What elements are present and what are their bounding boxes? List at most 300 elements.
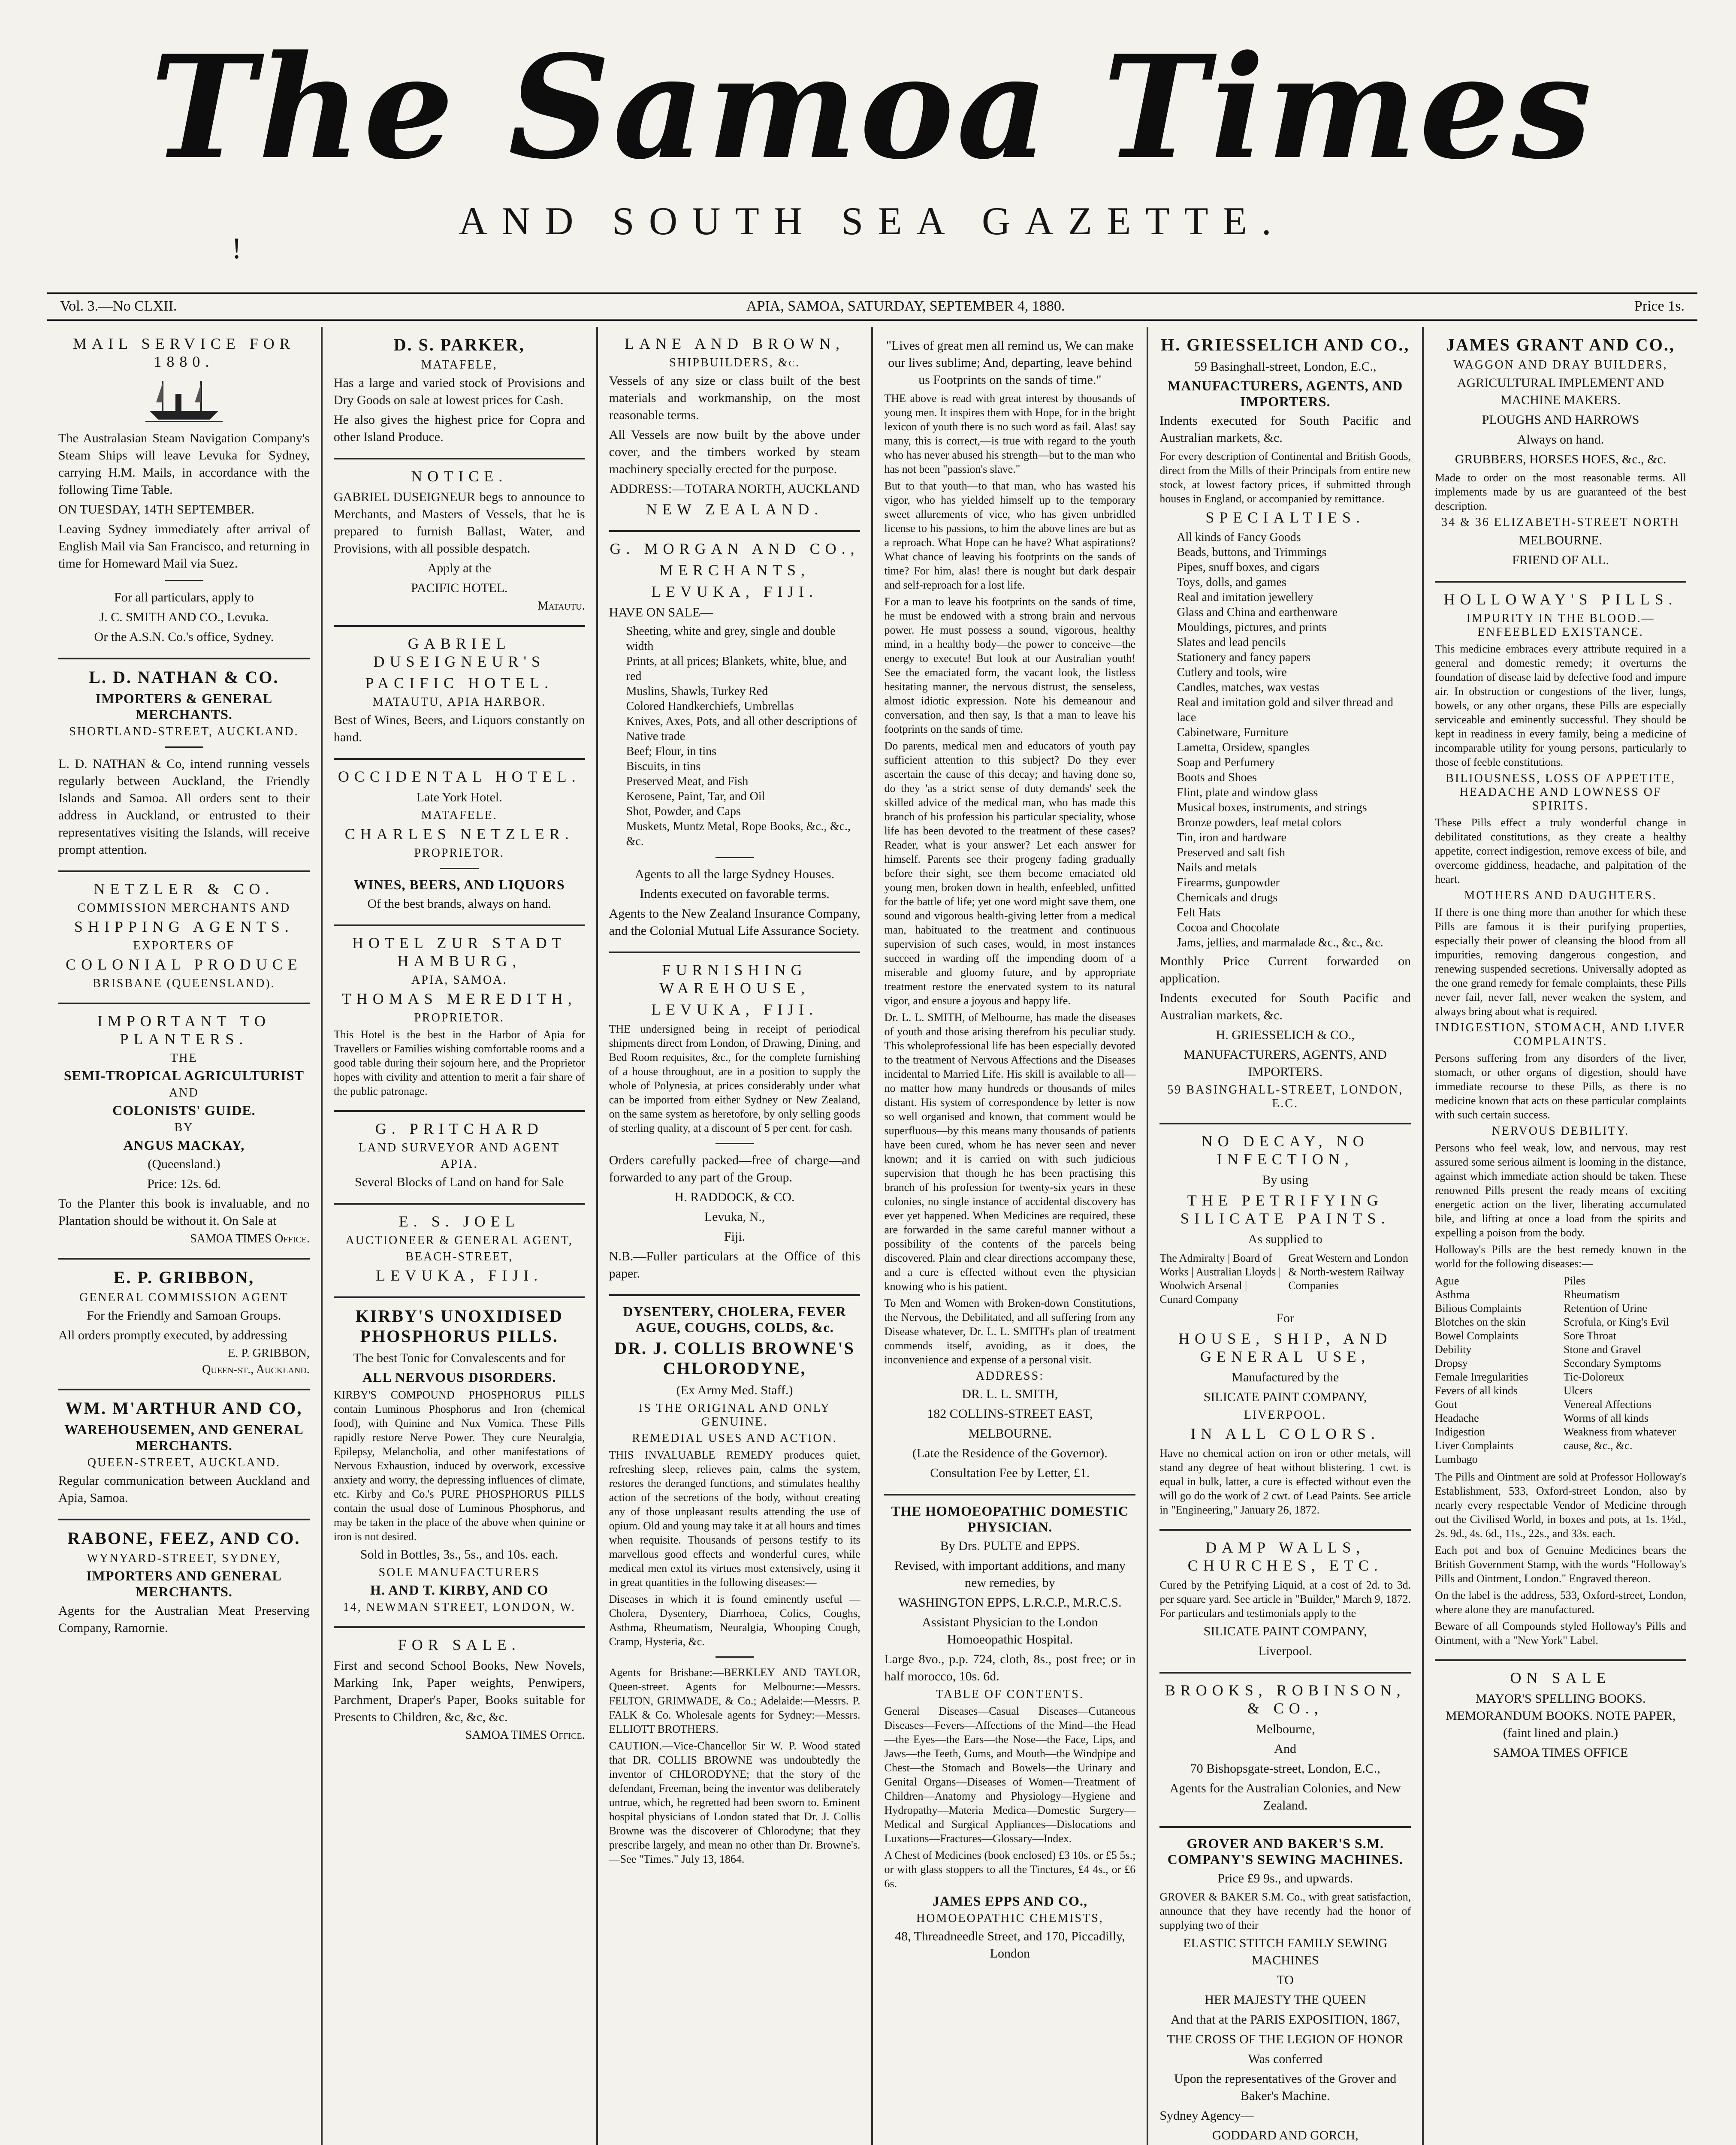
address: 59 Basinghall-street, London, E.C., [1194,360,1377,374]
list-item: Colored Handkerchiefs, Umbrellas [626,700,794,713]
list-item: Secondary Symptoms [1564,1357,1661,1369]
ad-text: Leaving Sydney immediately after arrival of English Mail via San Francisco, and returning in time for Homeward Mail via Suez. [58,522,310,571]
ad-subheading: IMPORTERS AND GENERAL MERCHANTS. [86,1568,282,1599]
ad-text: GRUBBERS, HORSES HOES, &c., &c. [1455,452,1667,466]
list-item: Preserved Meat, and Fish [626,775,749,788]
place: Fiji. [724,1230,746,1244]
ad-heading: HOTEL ZUR STADT HAMBURG, [352,934,567,970]
address: BEACH-STREET, [405,1250,513,1263]
place: APIA. [441,1157,478,1171]
ad-heading: FURNISHING WAREHOUSE, [659,961,810,997]
on-sale-ad [1435,1669,1686,1761]
divider [716,1143,754,1144]
ad-text: Assistant Physician to the London Homoeopathic Hospital. [922,1615,1098,1647]
ad-text: THIS INVALUABLE REMEDY produces quiet, refreshing sleep, relieves pain, calms the system, restores the deranged functions, and stimulates healthy action of the secretions of the body, without creating any of those unpleasant results attending the use of opium. Old and young may take it at all hours and times when requisite. Thousands of persons testify to its marvellous good effects and wonderful cures, while medical men extol its virtues most extensively, using it in great quantities in the following diseases:— [609,1449,860,1589]
list-item: Stone and Gravel [1564,1343,1641,1356]
chlorodyne-ad [609,1304,860,1866]
list-item: Weakness from whatever cause, &c., &c. [1564,1426,1676,1452]
address-label: ADDRESS: [975,1369,1045,1383]
ad-text: Several Blocks of Land on hand for Sale [355,1175,564,1189]
ad-heading: LANE AND BROWN, [625,335,845,352]
address: BRISBANE (QUEENSLAND). [93,977,275,990]
divider [334,1203,585,1205]
parker-ad [334,335,585,446]
paragraph: For a man to leave his footprints on the sands of time, he must be endowed with a strong brain and nervous power. He must possess a sound, vigorous, healthy mind, in a healthy body—the power to conceive—the energy to execute! But look at our Australian youth! See the emaciated form, the vacant look, the listless hesitating manner, the nervous distrust, the senseless, almost idiotic expression. Note his demeanour and conversation, and then say, Is that a man to leave his footprints on the sands of time. [884,595,1136,735]
ad-heading: OCCIDENTAL HOTEL. [338,768,581,785]
ad-heading: DAMP WALLS, CHURCHES, ETC. [1187,1539,1383,1574]
ad-text: L. D. NATHAN & Co, intend running vessels regularly between Auckland, the Friendly Islands and Samoa. All orders sent to their address in Auckland, or entrusted to their representatives visiting the Islands, will receive prompt attention. [58,757,310,857]
address: MELBOURNE. [968,1426,1052,1441]
list-item: Soap and Perfumery [1177,756,1275,769]
ad-heading: GABRIEL DUSEIGNEUR'S [373,635,545,670]
ad-subheading: REMEDIAL USES AND ACTION. [632,1432,837,1445]
paragraph: To Men and Women with Broken-down Constitutions, the Nervous, the Debilitated, and all suffering from any Disease whatever, Dr. L. L. SMITH's plan of treatment commends itself, avoiding, as it does, the inconvenience and expense of a personal visit. [884,1297,1136,1366]
ad-text: HAVE ON SALE— [609,605,713,619]
place: Levuka, N., [704,1210,765,1224]
ad-text: GABRIEL DUSEIGNEUR begs to announce to Merchants, and Masters of Vessels, that he is prepared to furnish Ballast, Water, and Provisions, with all possible despatch. [333,490,585,556]
furnishing-ad [609,961,860,1282]
column-1 [47,327,323,2145]
ad-text: For every description of Continental and British Goods, direct from the Mills of their Principals from entire new stock, at lowest factory prices, if submitted through houses in England, or accompanied by remittance. [1159,450,1411,505]
ad-subheading: COLONIAL PRODUCE [66,956,302,973]
ad-subheading: MERCHANTS, [659,562,810,579]
list-item: Fevers of all kinds [1435,1384,1518,1397]
ad-text: For the Friendly and Samoan Groups. [87,1308,281,1323]
silicate-paint-ad [1159,1132,1411,1517]
book-price: Price: 12s. 6d. [147,1177,221,1191]
list-item: Candles, matches, wax vestas [1177,681,1319,694]
list-item: Slates and lead pencils [1177,636,1286,649]
ad-heading: DYSENTERY, CHOLERA, FEVER AGUE, COUGHS, COLDS, &c. [623,1304,846,1335]
list-item: Sheeting, white and grey, single and double width [626,625,836,653]
list-item: Indigestion [1435,1426,1485,1438]
price: Price 1s. [1634,298,1685,314]
list-item: Tic-Doloreux [1564,1371,1624,1383]
ad-subheading: GENERAL COMMISSION AGENT [79,1291,289,1304]
company-name: SILICATE PAINT COMPANY, [1203,1390,1367,1404]
address: 48, Threadneedle Street, and 170, Piccadilly, London [895,1929,1125,1961]
doctor-name: DR. L. L. SMITH, [962,1387,1058,1401]
ad-heading: GROVER AND BAKER'S S.M. COMPANY'S SEWING MACHINES. [1167,1836,1403,1867]
ad-text: Have no chemical action on iron or other metals, will stand any degree of heat without blistering. 1 cwt. is equal in bulk, latter, a cure is effected without even the will go do the work of 2 cwt. of Lead Paints. See article in "Engineering," January 26, 1872. [1159,1447,1411,1516]
divider [334,625,585,627]
list-item: Gout [1435,1398,1458,1411]
goods-list [609,624,860,849]
address: 59 BASINGHALL-STREET, LONDON, E.C. [1167,1083,1404,1110]
damp-walls-ad [1159,1538,1411,1660]
ad-heading: NO DECAY, NO INFECTION, [1201,1133,1369,1168]
proprietor-role: PROPRIETOR. [414,1011,505,1024]
list-item: Mouldings, pictures, and prints [1177,621,1327,634]
disease-list-left [1435,1274,1558,1466]
column-2 [323,327,598,2145]
list-item: Jams, jellies, and marmalade &c., &c., &c. [1177,936,1383,949]
list-item: Boots and Shoes [1177,771,1257,784]
proprietor-name: CHARLES NETZLER. [344,825,574,843]
divider [58,658,310,659]
supplied-to-left: The Admiralty | Board of Works | Australian Lloyds | Woolwich Arsenal | Cunard Company [1159,1252,1281,1305]
specialties-list [1159,530,1411,950]
ad-text: Indents executed for South Pacific and Australian markets, &c. [1159,414,1411,445]
ad-text: PLOUGHS AND HARROWS [1482,413,1639,427]
ad-subheading: THE PETRIFYING SILICATE PAINTS. [1180,1192,1390,1227]
masthead [47,17,1697,265]
volume-number: Vol. 3.—No CLXII. [60,298,177,314]
ad-text: Was conferred [1248,2052,1322,2066]
list-item: Sore Throat [1564,1329,1617,1342]
ad-text: N.B.—Fuller particulars at the Office of this paper. [609,1249,860,1281]
ad-text: Persons suffering from any disorders of the liver, stomach, or other organs of digestion, should have immediate recourse to these Pills, as there is no medicine known that acts on these particular complaints with such certain success. [1435,1052,1686,1121]
ad-text: KIRBY'S COMPOUND PHOSPHORUS PILLS contain Luminous Phosphorus and Iron (chemical food), with Quinine and Nux Vomica. These Pills rapidly restore Nerve Power. They cure Neuralgia, Epilepsy, Melancholia, and other manifestations of Nervous Exhaustion, induced by overwork, excessive anxiety and worry, the depressing influences of climate, etc. Kirby and Co.'s PURE PHOSPHORUS PILLS contain the usual dose of Luminous Phosphorus, and may be taken in the place of the above when quinine or iron is not desired. [333,1389,585,1543]
list-item: Beads, buttons, and Trimmings [1177,546,1327,559]
ad-subheading: IN ALL COLORS. [1190,1425,1380,1442]
ad-subheading: SHIPPING AGENTS. [74,918,294,935]
morgan-ad [609,540,860,940]
ad-subheading: TABLE OF CONTENTS. [936,1688,1084,1701]
ad-text: All Vessels are now built by the above under cover, and the timbers worked by steam machinery specially erected for the purpose. [609,428,860,476]
address: 14, NEWMAN STREET, LONDON, W. [343,1601,576,1614]
hotel-name: PACIFIC HOTEL. [365,674,554,692]
ad-text: The Australasian Steam Navigation Company's Steam Ships will leave Levuka for Sydney, carrying H.M. Mails, in accordance with the following Time Table. [58,431,310,497]
list-item: Cutlery and tools, wire [1177,666,1287,679]
divider [716,857,754,858]
list-item: Rheumatism [1564,1288,1620,1301]
place: LIVERPOOL. [1244,1408,1327,1422]
ad-text: BY [174,1121,194,1134]
ad-text: Cured by the Petrifying Liquid, at a cost of 2d. to 3d. per square yard. See article in "Builder," March 9, 1872. For particulars and testimonials apply to the [1159,1579,1411,1619]
ad-heading: WM. M'ARTHUR AND CO, [65,1399,303,1418]
address: QUEEN-STREET, AUCKLAND. [87,1456,281,1469]
ad-text: To the Planter this book is invaluable, and no Plantation should be without it. On Sale at [58,1196,310,1228]
address: 182 COLLINS-STREET EAST, [927,1407,1093,1421]
ad-heading: MAIL SERVICE FOR 1880. [73,335,295,370]
ad-heading: FOR SALE. [398,1636,521,1653]
list-item: All kinds of Fancy Goods [1177,531,1301,544]
place: Liverpool. [1258,1644,1313,1658]
lane-brown-ad [609,335,860,518]
divider [1159,1672,1411,1674]
ad-text: Holloway's Pills are the best remedy known in the world for the following diseases:— [1435,1243,1686,1270]
notice-ad [334,467,585,613]
ad-subheading: WAGGON AND DRAY BUILDERS, [1453,358,1668,372]
list-item: Tin, iron and hardware [1177,831,1286,844]
list-item: Felt Hats [1177,906,1221,919]
ad-text: Indents executed for South Pacific and Australian markets, &c. [1159,991,1411,1022]
divider [1435,581,1686,583]
list-item: Blotches on the skin [1435,1316,1526,1328]
ad-text: Agents to the New Zealand Insurance Company, and the Colonial Mutual Life Assurance Society. [609,906,860,938]
divider [440,868,479,869]
for-sale-ad [334,1636,585,1742]
book-title: SEMI-TROPICAL AGRICULTURIST [63,1068,304,1083]
ad-subheading: THE CROSS OF THE LEGION OF HONOR [1167,2032,1404,2046]
ad-text: Diseases in which it is found eminently useful — Cholera, Dysentery, Diarrhoea, Colics, Coughs, Asthma, Rheumatism, Neuralgia, Whooping Cough, Cramp, Hysteria, &c. [609,1593,860,1648]
ad-text: Regular communication between Auckland and Apia, Samoa. [58,1474,310,1505]
place: MATAFELE. [421,809,498,822]
column-5 [1148,327,1424,2145]
ad-text: If there is one thing more than another for which these Pills are famous it is their purifying properties, especially their power of cleansing the blood from all impurities, removing dangerous congestion, and renewing suspended secretions. Universally adopted as the one grand remedy for female complaints, these Pills never fail, never fall, never weaken the system, and always bring about what is required. [1435,906,1686,1018]
ad-text: This medicine embraces every attribute required in a general and domestic remedy; it overturns the foundation of disease laid by defective food and impure air. In obstruction or congestions of the liver, lungs, bowels, or any other organs, these Pills are especially serviceable and eminently successful. They should be kept in readiness in every family, being a medicine of incomparable utility for young persons, particularly to those of feeble constitutions. [1435,643,1686,768]
ad-heading: D. S. PARKER, [393,335,525,354]
place: APIA, SAMOA. [411,973,507,987]
grover-baker-ad [1159,1836,1411,2145]
address: 34 & 36 ELIZABETH-STREET NORTH [1441,516,1680,529]
company-name: JAMES EPPS AND CO., [932,1893,1088,1909]
list-item: Shot, Powder, and Caps [626,805,741,818]
list-item: Debility [1435,1343,1472,1356]
ad-subheading: WAREHOUSEMEN, AND GENERAL MERCHANTS. [64,1422,304,1453]
mail-service-ad [58,335,310,646]
ad-text: By Drs. PULTE and EPPS. [940,1539,1080,1553]
ad-subheading: MANUFACTURERS, AGENTS, AND IMPORTERS. [1168,378,1403,409]
ad-subheading: INDIGESTION, STOMACH, AND LIVER COMPLAINTS. [1435,1021,1686,1048]
ad-subheading: SPECIALTIES. [1205,509,1365,526]
paragraph: Do parents, medical men and educators of youth pay sufficient attention to this subject? Do they ever ascertain the cause of this decay; and having done so, do they 'as a strict sense of duty demands' seek the skilled advice of the medical man, who has made this branch of his profession his particular speciality, whose life has been devoted to the treatment of these cases? Reader, what is your answer? Let each answer for himself. Parents see their progeny fading gradually before their sight, see them become emaciated old young men, broken down in health, enfeebled, unfitted for the battle of life; yet one word might save them, one sound and vigorous health-giving letter from a medical man, habituated to the treatment and continuous supervision of such cases, would, in most instances succeed in warding off the impending doom of a miserable and gloomy future, and by appropriate treatment restore the enervated system to its natural vigor, and ensure a joyous and happy life. [884,740,1136,1007]
list-item: Bronze powders, leaf metal colors [1177,816,1341,829]
ad-subheading: HER MAJESTY THE QUEEN [1205,1993,1366,2007]
ad-heading: L. D. NATHAN & CO. [89,668,279,687]
divider [1159,1123,1411,1124]
ad-text: A Chest of Medicines (book enclosed) £3 10s. or £5 5s.; or with glass stoppers to all the Tinctures, £4 4s., or £6 6s. [884,1849,1136,1890]
place: MATAFELE, [421,358,498,372]
divider [334,1296,585,1298]
address: WYNYARD-STREET, SYDNEY, [87,1552,281,1565]
address: SHORTLAND-STREET, AUCKLAND. [69,725,299,738]
ad-subheading: ALL NERVOUS DISORDERS. [362,1369,556,1385]
ad-text: FRIEND OF ALL. [1512,553,1609,567]
ad-text: Agents for the Australian Colonies, and New Zealand. [1169,1781,1401,1813]
ad-text: And that at the PARIS EXPOSITION, 1867, [1171,2012,1400,2027]
proprietor-name: THOMAS MEREDITH, [341,990,577,1007]
place: Matautu. [537,599,585,613]
ad-text: Monthly Price Current forwarded on application. [1159,954,1411,985]
divider [58,1258,310,1260]
dateline [47,292,1697,321]
divider [609,530,860,532]
office-name: SAMOA TIMES OFFICE [1493,1746,1628,1760]
ad-subheading: ELASTIC STITCH FAMILY SEWING MACHINES [1183,1936,1388,1967]
griesselich-ad [1159,335,1411,1111]
ad-text: Revised, with important additions, and many new remedies, by [894,1559,1126,1590]
column-4 [873,327,1148,2145]
list-item: Ague [1435,1275,1459,1287]
ad-subheading: SHIPBUILDERS, &c. [669,356,800,369]
list-item: Knives, Axes, Pots, and all other descriptions of Native trade [626,715,857,743]
ad-text: Upon the representatives of the Grover and Baker's Machine. [1174,2072,1397,2103]
divider [1159,1529,1411,1531]
paragraph: Dr. L. L. SMITH, of Melbourne, has made the diseases of youth and those arising therefrom his peculiar study. This wholeprofessional life has been especially devoted to the treatment of Nervous Affections and the Diseases incidental to Married Life. His skill is available to all—no matter how many hundreds or thousands of miles distant. His system of correspondence by letter is now so well organised and known, that comment would be superfluous—by this means many thousands of patients have been cured, whom he has never seen and never known; and it is carried on with such judicious supervision that though he has been practising this branch of his profession for twenty-six years in these colonies, no single instance of accidental discovery has ever yet happened. When Medicines are required, these are forwarded in the same careful manner without a possibility of the contents of the parcels being discovered. Plain and clear directions accompany these, and a cure is effected without even the physician knowing who is his patient. [884,1011,1136,1293]
agent-name: GODDARD AND GORCH, [1212,2128,1359,2142]
divider [1435,1659,1686,1661]
ad-text: (Ex Army Med. Staff.) [676,1383,793,1397]
ad-text: Of the best brands, always on hand. [367,897,551,911]
ad-subheading: IS THE ORIGINAL AND ONLY GENUINE. [638,1402,831,1429]
ad-text: As supplied to [1248,1232,1322,1246]
ad-heading: THE HOMOEOPATHIC DOMESTIC PHYSICIAN. [891,1503,1129,1535]
address: MATAUTU, APIA HARBOR. [372,695,546,709]
list-item: Dropsy [1435,1357,1468,1369]
ad-subheading: EXPORTERS OF [133,939,235,952]
ad-subheading: AGRICULTURAL IMPLEMENT AND MACHINE MAKERS. [1457,376,1664,407]
place: LEVUKA, FIJI. [376,1267,543,1284]
list-item: Firearms, gunpowder [1177,876,1280,889]
hotel-name: PACIFIC HOTEL. [411,581,508,595]
ad-text: First and second School Books, New Novels, Marking Ink, Paper weights, Penwipers, Parchment, Draper's Paper, Books suitable for Presents to Children, &c, &c, &c. [333,1659,585,1724]
book-price: Large 8vo., p.p. 724, cloth, 8s., post free; or in half morocco, 10s. 6d. [884,1652,1136,1683]
list-item: Nails and metals [1177,861,1257,874]
divider [334,924,585,926]
joel-ad [334,1212,585,1284]
mail-date: ON TUESDAY, 14TH SEPTEMBER. [58,502,255,517]
list-item: Flint, plate and window glass [1177,786,1318,799]
ad-heading: DR. J. COLLIS BROWNE'S CHLORODYNE, [614,1338,855,1378]
office-name: SAMOA TIMES Office. [190,1232,310,1245]
newspaper-subtitle: AND SOUTH SEA GAZETTE. [459,199,1286,243]
ad-heading: BROOKS, ROBINSON, & CO., [1165,1682,1406,1717]
list-item: Real and imitation jewellery [1177,591,1313,604]
steamship-icon [145,377,223,424]
netzler-ad [58,880,310,991]
divider [58,1003,310,1004]
address: ADDRESS:—TOTARA NORTH, AUCKLAND [610,482,860,496]
ad-heading: HOLLOWAY'S PILLS. [1443,591,1678,608]
price: Price £9 9s., and upwards. [1217,1871,1353,1885]
place: MELBOURNE. [1519,533,1603,547]
divider [716,1656,754,1658]
brooks-robinson-ad [1159,1681,1411,1814]
ad-heading: JAMES GRANT AND CO., [1446,335,1675,354]
ad-subheading: IMPURITY IN THE BLOOD.—ENFEEBLED EXISTANCE. [1466,612,1655,639]
list-item: Venereal Affections [1564,1398,1652,1411]
divider [58,1519,310,1520]
ad-heading: E. S. JOEL [399,1213,520,1230]
ad-subheading: LAND SURVEYOR AND AGENT [359,1141,560,1154]
ad-text: Made to order on the most reasonable terms. All implements made by us are guaranteed of the best description. [1435,471,1686,512]
ad-text: (Queensland.) [148,1157,220,1171]
ad-text: On the label is the address, 533, Oxford-street, London, where alone they are manufactured. [1435,1589,1686,1616]
list-item: Worms of all kinds [1564,1412,1648,1424]
ad-text: Agents for Brisbane:—BERKLEY AND TAYLOR, Queen-street. Agents for Melbourne:—Messrs. FELTON, GRIMWADE, & Co.; Adelaide:—Messrs. P. FALK & Co. Wholesale agents for Sydney:—Messrs. ELLIOTT BROTHERS. [609,1666,860,1735]
ad-heading: RABONE, FEEZ, AND CO. [67,1529,301,1548]
ad-text: By using [1262,1173,1308,1187]
agent-name: Or the A.S.N. Co.'s office, Sydney. [94,630,274,644]
ad-text: Indents executed on favorable terms. [640,887,830,901]
ad-text: Persons who feel weak, low, and nervous, may rest assured some serious ailment is looming in the distance, against which immediate action should be taken. These renowned Pills present the ready means of exciting energetic action on the liver, liberating accumulated bile, and lifting at once a load from the spirits and expelling a poison from the body. [1435,1142,1686,1239]
ad-heading: NETZLER & CO. [94,880,275,897]
columns [47,327,1697,2145]
nathan-ad [58,667,310,858]
agent-name: J. C. SMITH AND CO., Levuka. [99,610,269,624]
ad-text: Best of Wines, Beers, and Liquors constantly on hand. [333,713,585,744]
company-name: SILICATE PAINT COMPANY, [1203,1624,1367,1638]
company-name: H. GRIESSELICH & CO., [1216,1028,1355,1042]
ad-heading: G. PRITCHARD [375,1120,543,1137]
ad-heading: IMPORTANT TO PLANTERS. [97,1012,271,1048]
ad-text: Sydney Agency— [1159,2109,1254,2123]
ad-text: Has a large and varied stock of Provisions and Dry Goods on sale at lowest prices for Cash. [333,376,585,407]
address: Queen-st., Auckland. [202,1363,310,1376]
ad-text: CAUTION.—Vice-Chancellor Sir W. P. Wood stated that DR. COLLIS BROWNE was undoubtedly the inventor of CHLORODYNE; that the story of the defendant, Freeman, being the inventor was deliberately untrue, which, he regretted had been sworn to. Eminent hospital physicians of London stated that Dr. J. Collis Browne was the discoverer of Chlorodyne; that they prescribe largely, and mean no other than Dr. Browne's.—See "Times." July 13, 1864. [609,1740,860,1865]
ad-subheading: NERVOUS DEBILITY. [1491,1124,1630,1138]
newspaper-title: The Samoa Times [150,24,1594,190]
address: 70 Bishopsgate-street, London, E.C., [1190,1761,1380,1776]
ad-text: Always on hand. [1517,432,1604,447]
ad-heading: KIRBY'S UNOXIDISED PHOSPHORUS PILLS. [355,1306,563,1346]
ad-heading: ON SALE [1510,1669,1611,1686]
paragraph: But to that youth—to that man, who has wasted his vigor, who has yielded himself up to the temporary sweet allurements of vice, who has given unbridled license to his passions, to him the above lines are but as a reproach. What Hope can he have? What aspirations? What chance of leaving his footprints on the sands of time? For him, alas! there is nought but dark despair and self-reproach for a lost life. [884,480,1136,591]
ad-heading: G. MORGAN AND CO., [610,540,860,557]
ad-subheading: HOMOEOPATHIC CHEMISTS, [916,1912,1104,1925]
office-name: SAMOA TIMES Office. [465,1728,585,1742]
supplied-to-table [1159,1251,1411,1306]
ad-text: For [1276,1311,1295,1325]
book-title: COLONISTS' GUIDE. [112,1103,256,1118]
ad-text: Consultation Fee by Letter, £1. [930,1466,1090,1480]
ad-text: THE [170,1051,198,1065]
ad-subheading: COMMISSION MERCHANTS AND [77,901,291,915]
proprietor-role: PROPRIETOR. [414,846,505,860]
ad-text: Vessels of any size or class built of the best materials and workmanship, on the most reasonable terms. [609,374,860,422]
ad-text: Each pot and box of Genuine Medicines bears the British Government Stamp, with the words "Holloway's Pills and Ointment, London." Engraved thereon. [1435,1544,1686,1585]
company-name: H. AND T. KIRBY, AND CO [370,1582,549,1598]
ad-text: He also gives the highest price for Copra and other Island Produce. [333,413,585,444]
ad-text: (Late the Residence of the Governor). [912,1446,1108,1460]
rabone-ad [58,1528,310,1637]
list-item: Beef; Flour, in tins [626,745,717,758]
occidental-hotel-ad [334,767,585,912]
divider [609,1294,860,1296]
paragraph: THE above is read with great interest by thousands of young men. It inspires them with Hope, for in the bright lexicon of youth there is no such word as fail. Alas! say many, this is correct,—is true with regard to the youth who has never abused his strength—but to the man who has not been "passion's slave." [884,392,1136,475]
hamburg-hotel-ad [334,934,585,1098]
ad-text: This Hotel is the best in the Harbor of Apia for Travellers or Families wishing comfortable rooms and a good table during their sojourn here, and the Proprietor hopes with civility and attention to merit a fair share of the public patronage. [333,1028,585,1097]
holloway-ad [1435,590,1686,1647]
divider [334,458,585,459]
list-item: Cocoa and Chocolate [1177,921,1280,934]
list-item: Muslins, Shawls, Turkey Red [626,685,768,698]
ad-subheading: IMPORTERS & GENERAL MERCHANTS. [95,691,273,722]
place: Melbourne, [1255,1722,1315,1736]
ad-text: Agents to all the large Sydney Houses. [634,867,835,881]
ad-text: General Diseases—Casual Diseases—Cutaneous Diseases—Fevers—Affections of the Mind—the Head—the Eyes—the Ears—the Nose—the Face, Lips, and Jaws—the Teeth, Gums, and Mouth—the Windpipe and Chest—the Stomach and Bowels—the Urinary and Genital Organs—Diseases of Women—Treatment of Children—Anatomy and Physiology—Hygiene and Hydropathy—Materia Medica—Domestic Surgery—Medical and Surgical Appliances—Dislocations and Luxations—Fractures—Glossary—Index. [884,1705,1136,1845]
verse: "Lives of great men all remind us, We can make our lives sublime; And, departing, leave behind us Footprints on the sands of time." [886,338,1134,387]
ad-text: The best Tonic for Convalescents and for [353,1351,565,1365]
ad-subheading: MOTHERS AND DAUGHTERS. [1464,889,1657,902]
ad-text: All orders promptly executed, by addressing [58,1328,287,1342]
ad-text: TO [1277,1973,1294,1987]
homoeopathic-ad [884,1503,1135,1962]
divider [58,1389,310,1390]
ad-heading: NOTICE. [411,468,508,485]
ad-subheading: AUCTIONEER & GENERAL AGENT, [345,1234,573,1247]
ad-text: The Pills and Ointment are sold at Professor Holloway's Establishment, 533, Oxford-street London, also by nearly every respectable Vendor of Medicine through out the Civilised World, in boxes and pots, at 1s. 1½d., 2s. 9d., 4s. 6d., 11s., 22s., and 33s. each. [1435,1471,1686,1540]
list-item: Glass and China and earthenware [1177,606,1338,619]
pacific-hotel-ad [334,634,585,746]
list-item: Lumbago [1435,1453,1478,1465]
list-item: Retention of Urine [1564,1302,1647,1314]
list-item: Lametta, Orsidew, spangles [1177,741,1310,754]
list-item: Pipes, snuff boxes, and cigars [1177,561,1319,574]
ad-subheading: HOUSE, SHIP, AND GENERAL USE, [1178,1330,1392,1365]
list-item: Preserved and salt fish [1177,846,1286,859]
place-date: APIA, SAMOA, SATURDAY, SEPTEMBER 4, 1880. [746,298,1065,314]
divider [58,870,310,872]
list-item: Asthma [1435,1288,1470,1301]
ad-subheading: BILIOUSNESS, LOSS OF APPETITE, HEADACHE AND LOWNESS OF SPIRITS. [1446,772,1676,813]
column-6 [1424,327,1697,2145]
planters-ad [58,1012,310,1246]
ad-text: Sold in Bottles, 3s., 5s., and 10s. each. [360,1547,559,1562]
list-item: Ulcers [1564,1384,1593,1397]
